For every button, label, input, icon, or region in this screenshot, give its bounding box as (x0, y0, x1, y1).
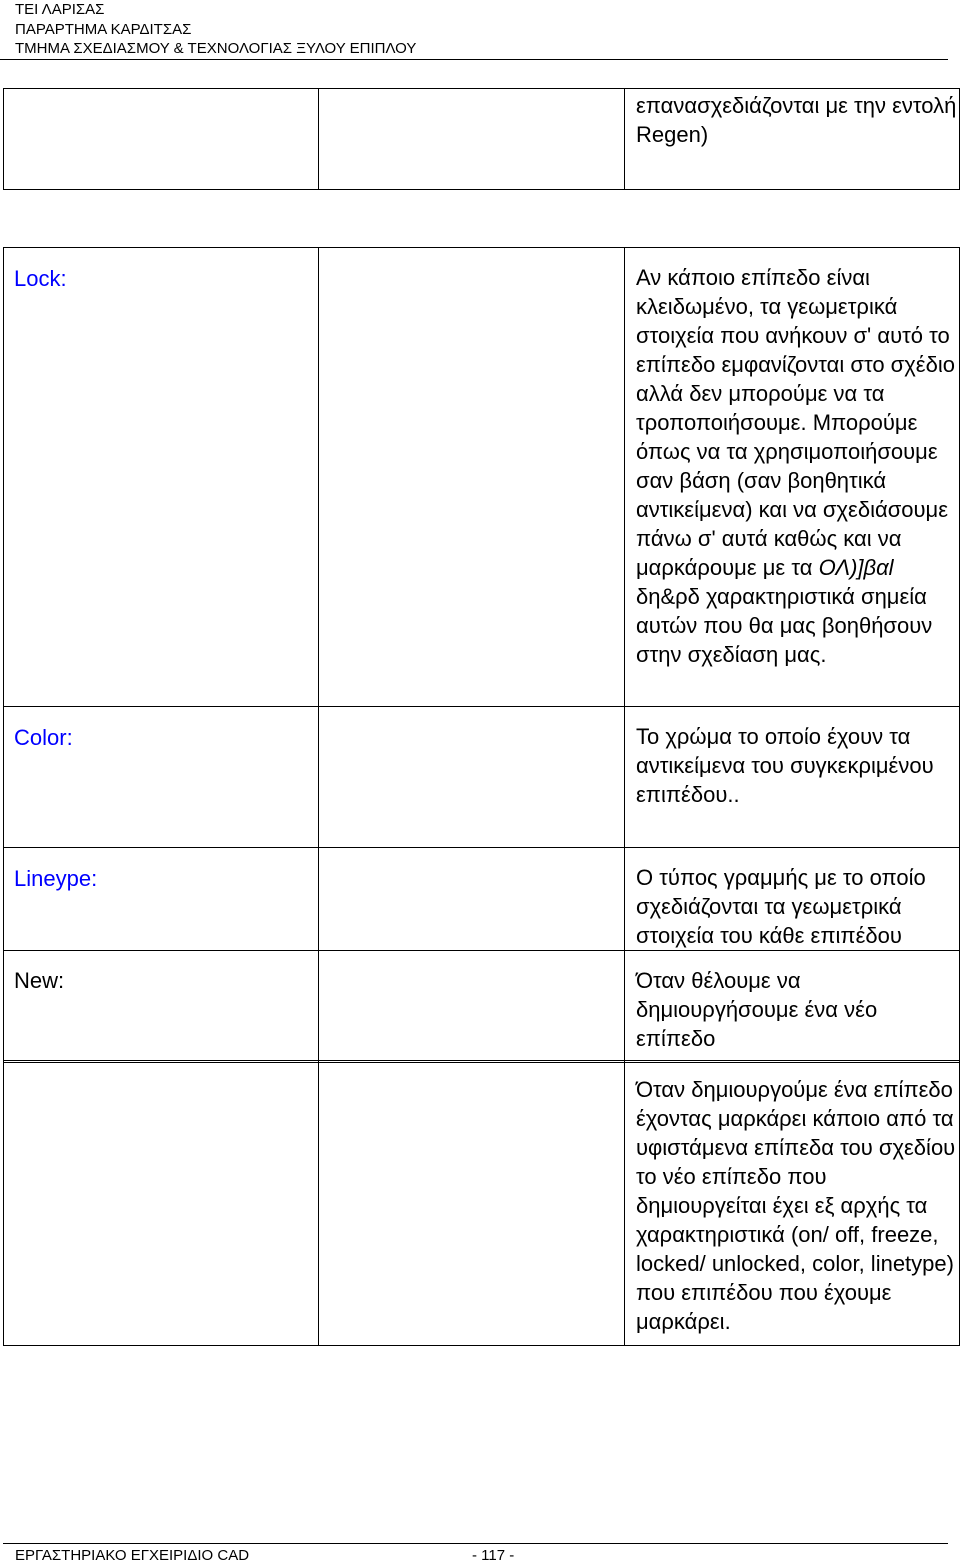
regen-text: επανασχεδιάζονται με την εντολή Regen) (636, 93, 957, 147)
header-divider (0, 59, 948, 60)
new-layer-text: Όταν δημιουργούμε ένα επίπεδο έχοντας μαρκάρει κάποιο από τα υφιστάμενα επίπεδα του σχεδίου το νέο επίπεδο που δημιουργείται έχει εξ αρχής τα χαρακτηριστικά (on/ off, freeze, locked/ unlocked, color, linetype) που επιπέδου που έχουμε μαρκάρει. (636, 1077, 956, 1334)
table-layer-properties (3, 247, 960, 1063)
header-line-2: ΠΑΡΑΡΤΗΜΑ ΚΑΡΔΙΤΣΑΣ (15, 20, 192, 38)
lock-label: Lock: (14, 266, 67, 291)
color-label: Color: (14, 725, 73, 750)
new-text: Όταν θέλουμε να δημιουργήσουμε ένα νέο επίπεδο (636, 968, 878, 1051)
footer-title: ΕΡΓΑΣΤΗΡΙΑΚΟ ΕΓΧΕΙΡΙΔΙΟ CAD (15, 1547, 250, 1564)
linetype-label: Lineype: (14, 866, 98, 891)
table-regen (3, 88, 960, 190)
color-text: Το χρώμα το οποίο έχουν τα αντικείμενα του συγκεκριμένου επιπέδου.. (636, 724, 934, 807)
lock-italic-text: ΟΛ)]βαl (818, 555, 894, 580)
lock-text: Αν κάποιο επίπεδο είναι κλειδωμένο, τα γεωμετρικά στοιχεία που ανήκουν σ' αυτό το επίπεδο εμφανίζονται στο σχέδιο αλλά δεν μπορούμε να τα τροποποιήσουμε. Μπορούμε όπως να τα χρησιμοποιήσουμε σαν βάση (σαν βοηθητικά αντικείμενα) και να σχεδιάσουμε πάνω σ' αυτά καθώς και να μαρκάρουμε με τα ΟΛ)]βαl δη&ρδ χαρακτηριστικά σημεία αυτών που θα μας βοηθήσουν στην σχεδίαση μας. (636, 265, 955, 667)
table-new-layer (3, 1060, 960, 1346)
table-row (4, 951, 960, 1063)
table-row (4, 707, 960, 848)
table-row (4, 1061, 960, 1346)
page-number: - 117 - (472, 1547, 515, 1564)
table-row (4, 848, 960, 951)
linetype-text: Ο τύπος γραμμής με το οποίο σχεδιάζονται τα γεωμετρικά στοιχεία του κάθε επιπέδου (636, 865, 926, 948)
table-row (4, 248, 960, 707)
page-header (15, 0, 416, 59)
header-line-1: ΤΕΙ ΛΑΡΙΣΑΣ (15, 1, 105, 18)
footer-divider (3, 1543, 948, 1544)
header-line-3: ΤΜΗΜΑ ΣΧΕΔΙΑΣΜΟΥ & ΤΕΧΝΟΛΟΓΙΑΣ ΞΥΛΟΥ ΕΠΙΠΛΟΥ (15, 40, 417, 57)
new-label: New: (14, 968, 65, 993)
